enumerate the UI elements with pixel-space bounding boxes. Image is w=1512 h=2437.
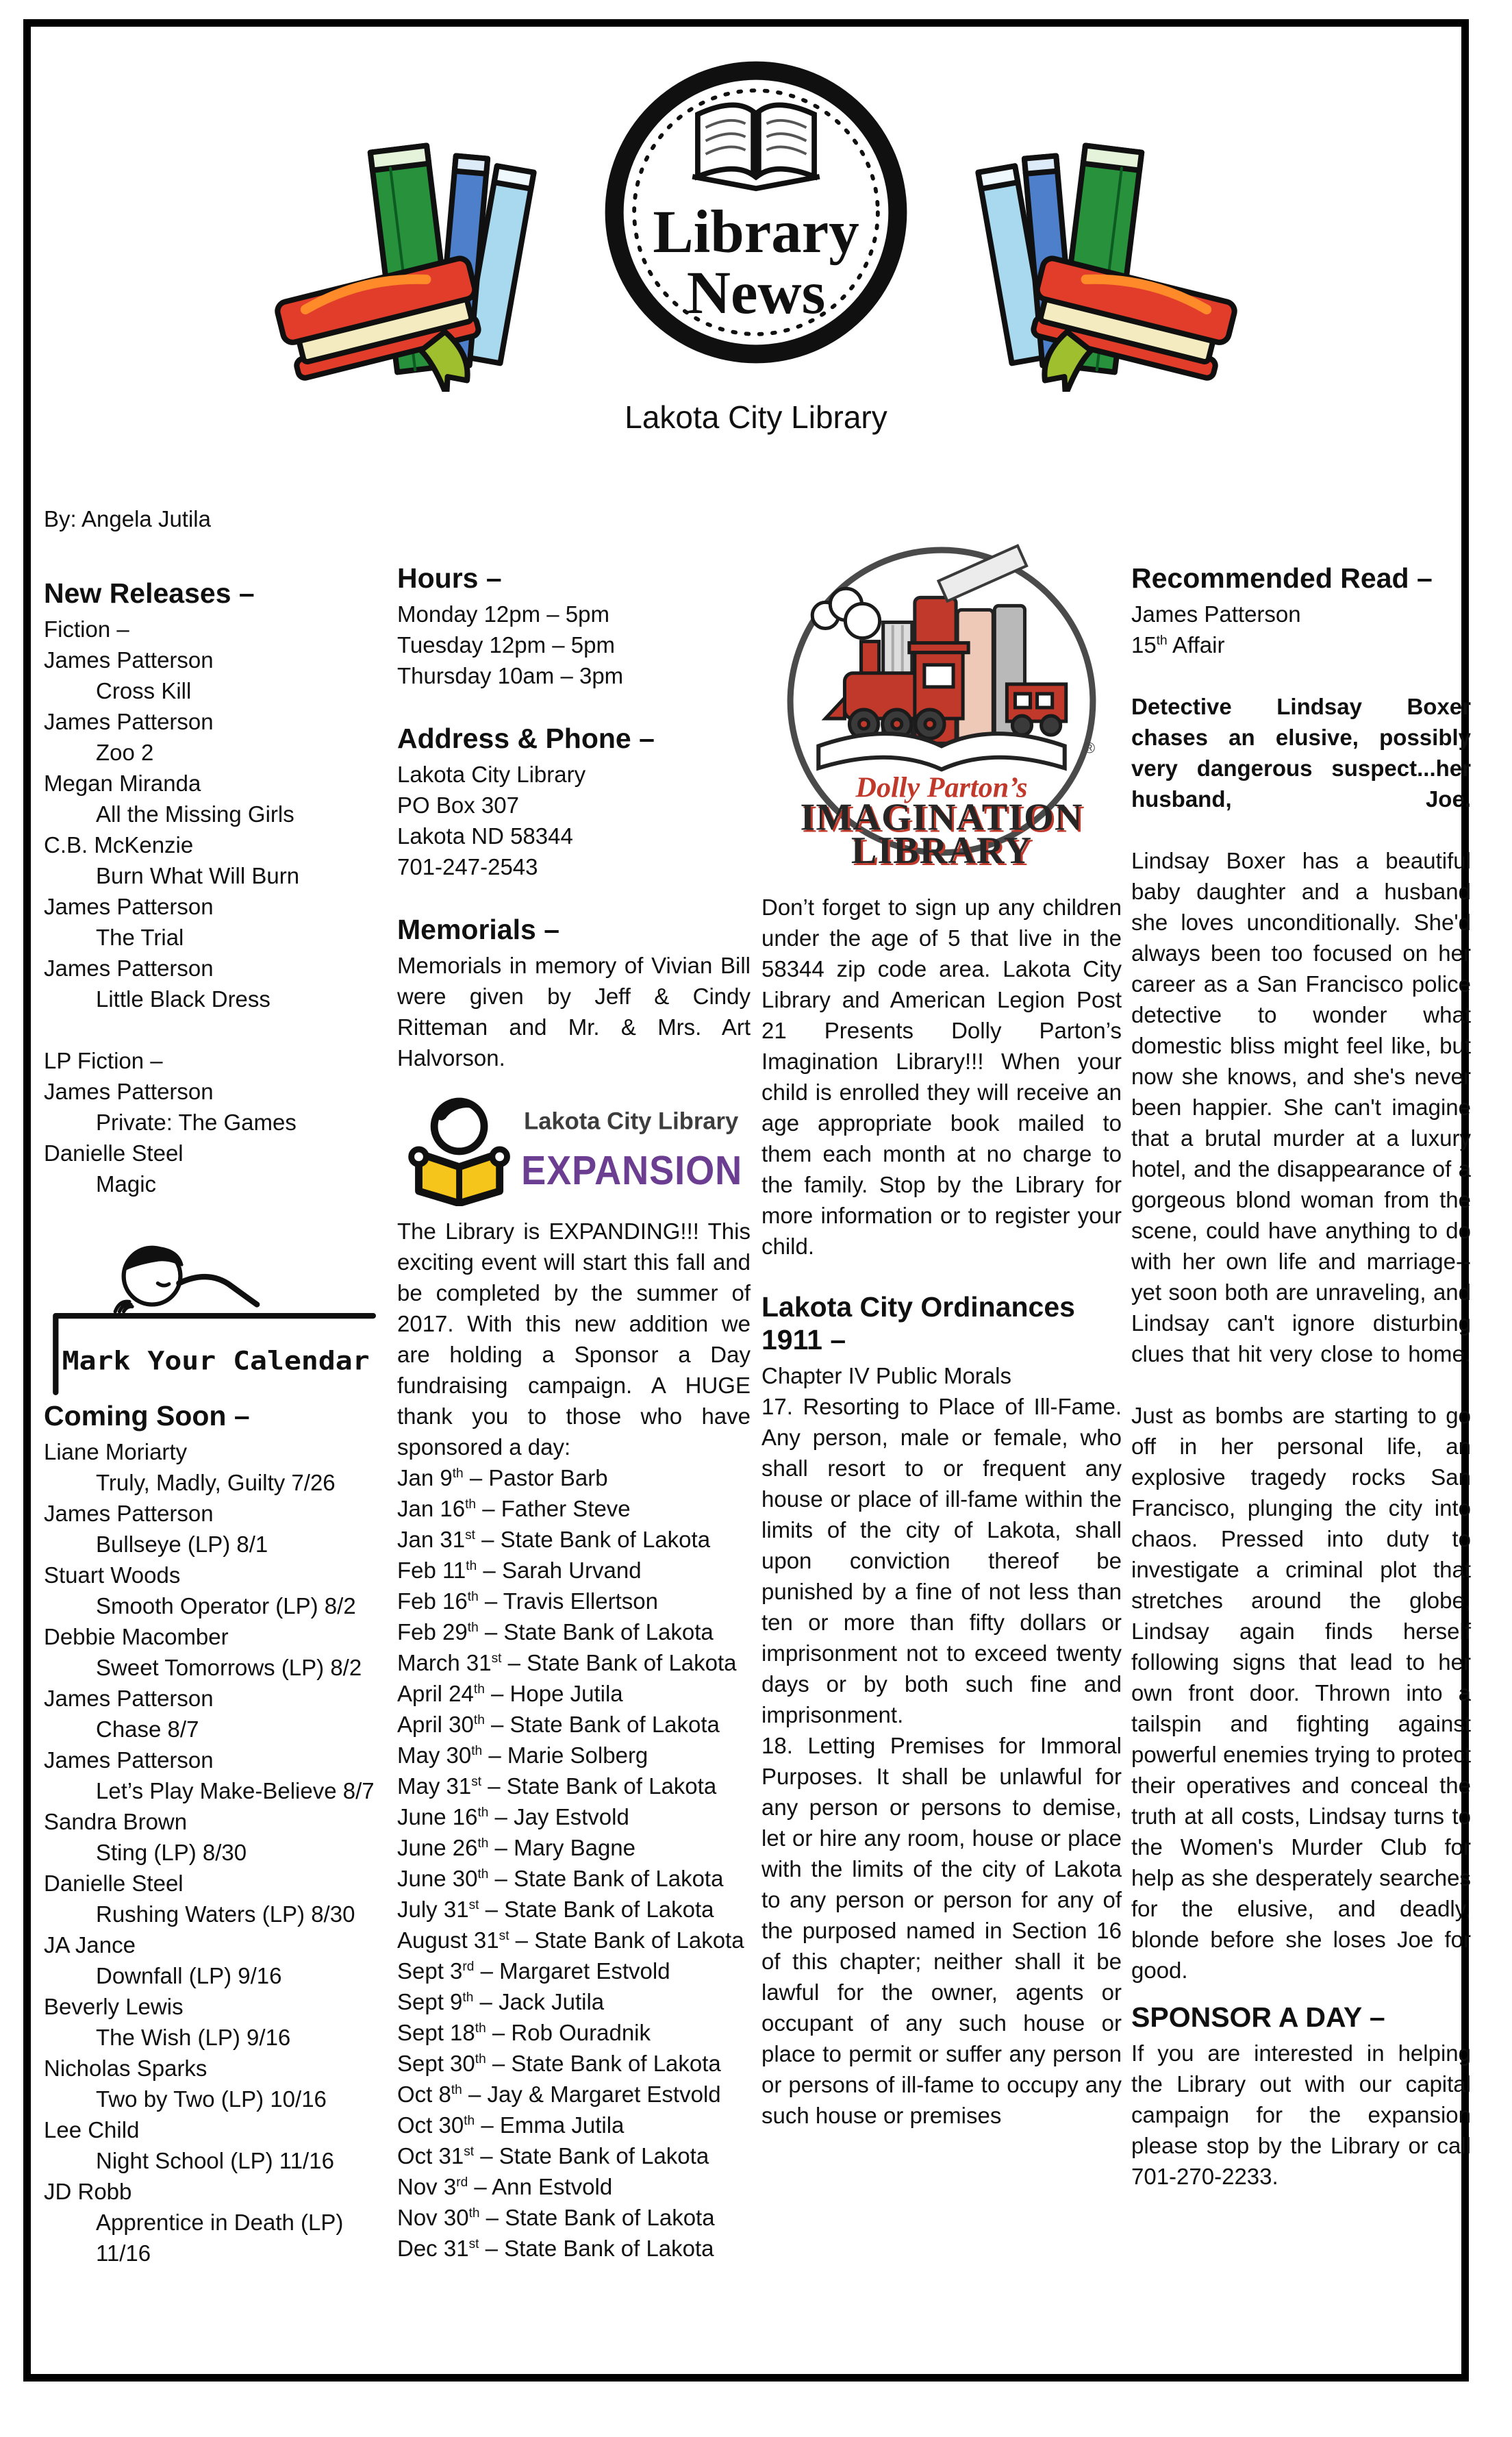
sponsor-day-date: Oct 30 xyxy=(397,2112,464,2138)
sponsor-days-list xyxy=(397,1462,751,2264)
sponsor-day-date: May 30 xyxy=(397,1742,472,1768)
sponsor-day-ordinal: st xyxy=(465,1528,475,1542)
book-title: Rushing Waters (LP) 8/30 xyxy=(96,1901,355,1927)
expansion-logo-expansion-text: EXPANSION xyxy=(521,1148,743,1194)
title-rest: Affair xyxy=(1167,632,1225,658)
sponsor-day-name: – State Bank of Lakota xyxy=(479,1897,714,1922)
book-author: C.B. McKenzie xyxy=(44,832,194,858)
expansion-logo-library-text: Lakota City Library xyxy=(524,1107,739,1135)
ordinance-17: 17. Resorting to Place of Ill-Fame. Any person, male or female, who shall resort to or frequent any house or place of ill-fame within the limits of the city of Lakota, shall upon conviction thereof be punished by a fine of not less than ten or more than fifty dollars or imprisonment not to exceed twenty days or by both such fine and imprisonment. xyxy=(761,1394,1122,1727)
sponsor-day-line xyxy=(397,1771,751,1801)
book-title: Truly, Madly, Guilty 7/26 xyxy=(96,1470,336,1495)
column-library-info xyxy=(397,562,751,2264)
sponsor-day-line xyxy=(397,1709,751,1740)
sponsor-day-ordinal: th xyxy=(451,2083,462,2097)
library-text: LIBRARY xyxy=(850,829,1033,872)
book-title: The Wish (LP) 9/16 xyxy=(96,2025,291,2050)
sponsor-day-name: – State Bank of Lakota xyxy=(481,1773,717,1799)
category-label: Fiction – xyxy=(44,616,129,642)
address-heading: Address & Phone – xyxy=(397,723,655,754)
book-title: Sting (LP) 8/30 xyxy=(96,1840,247,1865)
sponsor-day-ordinal: rd xyxy=(456,2175,468,2190)
book-author: Megan Miranda xyxy=(44,771,201,796)
title-number: 15 xyxy=(1131,632,1157,658)
sponsor-day-line xyxy=(397,1986,751,2017)
sponsor-day-name: – Hope Jutila xyxy=(484,1681,623,1706)
hours-list xyxy=(397,599,751,691)
book-author: James Patterson xyxy=(44,647,214,673)
sponsor-day-date: Jan 9 xyxy=(397,1465,453,1490)
sponsor-day-date: June 30 xyxy=(397,1866,478,1891)
sponsor-day-date: July 31 xyxy=(397,1897,469,1922)
imagination-body: Don’t forget to sign up any children under the age of 5 that live in the 58344 zip code area. Lakota City Library and American Legion Post 21 Presents Dolly Parton’s Imagination Library!!! When your child is enrolled they will receive an age appropriate book mailed to them each month at no charge to the family. Stop by the Library for more information or to register your child. xyxy=(761,895,1122,1259)
ordinance-18: 18. Letting Premises for Immoral Purposes. It shall be unlawful for any person or persons to demise, let or hire any room, house or place with the limits of the city of Lakota to any person or person for any of the purposed named in Section 16 of this chapter; neither shall it be lawful for the owner, agents or occupant of any such house or place to permit or suffer any person or persons of ill-fame to occupy any such house or premises xyxy=(761,1733,1122,2128)
sponsor-day-name: – Mary Bagne xyxy=(488,1835,636,1860)
sponsor-day-name: – State Bank of Lakota xyxy=(478,1619,714,1645)
sponsor-day-ordinal: st xyxy=(468,1898,479,1912)
sponsor-day-name: – State Bank of Lakota xyxy=(484,1712,720,1737)
recommended-paragraph-1: Lindsay Boxer has a beautiful baby daughter and a husband she loves unconditionally. She'd always been too focused on her career as a San Francisco police detective to wonder what domestic bliss might feel like, but now she knows, and she's never been happier. She can't imagine that a brutal murder at a luxury hotel, and the disappearance of a gorgeous blond woman from the scene, could have anything to do with her own life and marriage--yet soon both are unraveling, and Lindsay can't ignore disturbing clues that hit very close to home. xyxy=(1131,848,1471,1366)
sponsor-day-ordinal: th xyxy=(452,1466,464,1481)
book-title: Burn What Will Burn xyxy=(96,863,300,888)
badge-text-library: Library xyxy=(653,199,859,266)
column-recommended-read xyxy=(1131,562,1471,2192)
sponsor-day-name: – State Bank of Lakota xyxy=(475,1527,711,1552)
sponsor-day-name: – State Bank of Lakota xyxy=(488,1866,724,1891)
book-author: Beverly Lewis xyxy=(44,1994,184,2019)
book-author: James Patterson xyxy=(44,1747,214,1773)
sponsor-day-name: – Emma Jutila xyxy=(475,2112,625,2138)
sponsor-day-line xyxy=(397,1894,751,1925)
badge-text-news: News xyxy=(686,259,826,327)
memorials-heading: Memorials – xyxy=(397,914,559,945)
sponsor-day-line xyxy=(397,1462,751,1493)
book-author: Liane Moriarty xyxy=(44,1439,188,1464)
sponsor-day-name: – Ann Estvold xyxy=(468,2174,613,2199)
sponsor-day-ordinal: th xyxy=(462,1990,474,2005)
sponsor-day-date: Dec 31 xyxy=(397,2236,469,2261)
category-label: LP Fiction – xyxy=(44,1048,163,1073)
sponsor-day-name: – State Bank of Lakota xyxy=(501,1650,737,1675)
book-title: The Trial xyxy=(96,925,184,950)
book-title: Night School (LP) 11/16 xyxy=(96,2148,334,2173)
memorials-body: Memorials in memory of Vivian Bill were given by Jeff & Cindy Ritteman and Mr. & Mrs. Art Halvorson. xyxy=(397,953,751,1071)
address-line: PO Box 307 xyxy=(397,792,519,818)
sponsor-a-day-body: If you are interested in helping the Library out with our capital campaign for the expansion please stop by the Library or call 701-270-2233. xyxy=(1131,2040,1471,2189)
sponsor-day-ordinal: th xyxy=(465,1497,477,1512)
address-line: 701-247-2543 xyxy=(397,854,538,879)
hours-line: Monday 12pm – 5pm xyxy=(397,601,610,627)
sponsor-day-ordinal: th xyxy=(467,1621,479,1635)
ordinances-heading: Lakota City Ordinances 1911 – xyxy=(761,1291,1075,1355)
sponsor-day-ordinal: th xyxy=(468,2206,480,2221)
recommended-paragraph-2: Just as bombs are starting to go off in her personal life, an explosive tragedy rocks San Francisco, plunging the city into chaos. Pressed into duty to investigate a criminal plot that stretches around the globe, Lindsay again finds herself following signs that lead to her own front door. Thrown into a tailspin and fighting against powerful enemies trying to protect their operatives and conceal the truth at all costs, Lindsay turns to the Women's Murder Club for help as she desperately searches for the elusive, and deadly, blonde before she loses Joe for good. xyxy=(1131,1403,1471,1983)
sponsor-day-date: June 16 xyxy=(397,1804,478,1829)
sponsor-day-line xyxy=(397,1955,751,1986)
reader-icon xyxy=(412,1101,507,1203)
sponsor-day-line xyxy=(397,2110,751,2140)
new-releases-list xyxy=(44,614,386,1199)
hours-heading: Hours – xyxy=(397,562,502,594)
new-releases-heading: New Releases – xyxy=(44,577,255,609)
sponsor-day-line xyxy=(397,1616,751,1647)
dolly-partons-text: Dolly Parton’s xyxy=(855,771,1028,804)
sponsor-day-date: August 31 xyxy=(397,1927,499,1953)
sponsor-day-name: – Jay & Margaret Estvold xyxy=(462,2082,721,2107)
ordinances-subheading: Chapter IV Public Morals xyxy=(761,1363,1011,1388)
recommended-read-heading: Recommended Read – xyxy=(1131,562,1433,594)
sponsor-day-ordinal: st xyxy=(468,2237,479,2251)
book-title: Downfall (LP) 9/16 xyxy=(96,1963,282,1988)
sponsor-day-name: – Jack Jutila xyxy=(473,1989,605,2014)
sponsor-day-line xyxy=(397,2017,751,2048)
column-imagination-ordinances xyxy=(761,538,1122,2131)
sponsor-day-name: – Margaret Estvold xyxy=(474,1958,670,1984)
sponsor-day-ordinal: st xyxy=(491,1651,502,1666)
book-author: Nicholas Sparks xyxy=(44,2055,207,2081)
sponsor-day-line xyxy=(397,1555,751,1586)
imagination-text: IMAGINATION xyxy=(800,796,1083,839)
sponsor-day-ordinal: th xyxy=(477,1836,489,1851)
book-title: Bullseye (LP) 8/1 xyxy=(96,1532,268,1557)
recommended-title xyxy=(1131,629,1471,660)
sponsor-day-line xyxy=(397,2079,751,2110)
sponsor-day-date: Sept 18 xyxy=(397,2020,475,2045)
sponsor-day-line xyxy=(397,1493,751,1524)
book-title: All the Missing Girls xyxy=(96,801,294,827)
sponsor-day-ordinal: th xyxy=(464,2114,475,2128)
sponsor-day-name: – Pastor Barb xyxy=(463,1465,608,1490)
address-list xyxy=(397,759,751,882)
sponsor-day-line xyxy=(397,1863,751,1894)
book-author: Debbie Macomber xyxy=(44,1624,229,1649)
sponsor-day-line xyxy=(397,1801,751,1832)
book-author: JD Robb xyxy=(44,2179,132,2204)
book-author: James Patterson xyxy=(44,709,214,734)
sponsor-day-date: Nov 3 xyxy=(397,2174,457,2199)
sponsor-day-ordinal: th xyxy=(477,1805,489,1820)
sponsor-day-line xyxy=(397,1832,751,1863)
books-clipart-right xyxy=(941,115,1239,392)
sponsor-day-ordinal: th xyxy=(466,1559,477,1573)
sponsor-day-line xyxy=(397,2202,751,2233)
sponsor-day-name: – Rob Ouradnik xyxy=(486,2020,651,2045)
book-author: Lee Child xyxy=(44,2117,140,2142)
sponsor-day-date: Feb 11 xyxy=(397,1558,466,1583)
imagination-library-logo xyxy=(780,538,1103,875)
sponsor-day-name: – Father Steve xyxy=(476,1496,631,1521)
sponsor-day-date: June 26 xyxy=(397,1835,478,1860)
book-author: James Patterson xyxy=(44,955,214,981)
kid-arm xyxy=(179,1277,257,1304)
sponsor-day-ordinal: th xyxy=(473,1713,485,1727)
calendar-caption: Mark Your Calendar xyxy=(62,1345,370,1376)
sponsor-day-name: – Travis Ellertson xyxy=(478,1588,658,1614)
book-author: Danielle Steel xyxy=(44,1140,184,1166)
sponsor-day-date: Oct 8 xyxy=(397,2082,451,2107)
section-spacer xyxy=(44,1014,386,1045)
book-title: Let’s Play Make-Believe 8/7 xyxy=(96,1778,375,1803)
sponsor-day-date: April 24 xyxy=(397,1681,474,1706)
hours-line: Tuesday 12pm – 5pm xyxy=(397,632,615,658)
sponsor-day-line xyxy=(397,2140,751,2171)
sponsor-day-ordinal: rd xyxy=(462,1960,475,1974)
sponsor-day-name: – State Bank of Lakota xyxy=(479,2205,715,2230)
sponsor-day-name: – Marie Solberg xyxy=(482,1742,648,1768)
sponsor-day-name: – State Bank of Lakota xyxy=(479,2236,714,2261)
sponsor-day-line xyxy=(397,1740,751,1771)
sponsor-day-date: March 31 xyxy=(397,1650,492,1675)
sponsor-day-line xyxy=(397,2233,751,2264)
book-title: Zoo 2 xyxy=(96,740,154,765)
expansion-logo xyxy=(397,1091,748,1206)
book-title: Private: The Games xyxy=(96,1110,297,1135)
sponsor-day-ordinal: th xyxy=(475,2021,486,2036)
sponsor-day-date: Feb 29 xyxy=(397,1619,468,1645)
mark-your-calendar-clipart xyxy=(41,1232,383,1395)
sponsor-day-ordinal: st xyxy=(464,2145,475,2159)
coming-soon-list xyxy=(44,1436,386,2269)
hours-line: Thursday 10am – 3pm xyxy=(397,663,624,688)
sponsor-day-line xyxy=(397,1678,751,1709)
book-title: Smooth Operator (LP) 8/2 xyxy=(96,1593,356,1619)
sponsor-day-ordinal: th xyxy=(475,2052,486,2066)
sponsor-day-ordinal: th xyxy=(467,1590,479,1604)
sponsor-day-date: Oct 31 xyxy=(397,2143,464,2169)
sponsor-day-ordinal: st xyxy=(471,1775,482,1789)
sponsor-day-date: Sept 30 xyxy=(397,2051,475,2076)
book-title: Magic xyxy=(96,1171,157,1197)
book-title: Sweet Tomorrows (LP) 8/2 xyxy=(96,1655,362,1680)
sponsor-day-line xyxy=(397,2048,751,2079)
book-author: James Patterson xyxy=(44,1686,214,1711)
sponsor-day-date: Jan 31 xyxy=(397,1527,466,1552)
sponsor-day-name: – State Bank of Lakota xyxy=(474,2143,709,2169)
recommended-author: James Patterson xyxy=(1131,601,1301,627)
coming-soon-heading: Coming Soon – xyxy=(44,1400,250,1432)
sponsor-day-date: Feb 16 xyxy=(397,1588,468,1614)
sponsor-day-line xyxy=(397,1647,751,1678)
sponsor-day-date: May 31 xyxy=(397,1773,472,1799)
book-title: Little Black Dress xyxy=(96,986,270,1012)
sponsor-day-line xyxy=(397,2171,751,2202)
address-line: Lakota City Library xyxy=(397,762,586,787)
sponsor-day-line xyxy=(397,1524,751,1555)
sponsor-day-ordinal: st xyxy=(499,1929,509,1943)
sponsor-day-ordinal: th xyxy=(473,1682,485,1697)
sponsor-day-ordinal: th xyxy=(477,1867,489,1882)
byline: By: Angela Jutila xyxy=(44,506,211,532)
kid-fingers xyxy=(115,1301,132,1312)
sponsor-day-line xyxy=(397,1925,751,1955)
sponsor-day-date: April 30 xyxy=(397,1712,474,1737)
sponsor-a-day-heading: SPONSOR A DAY – xyxy=(1131,2001,1385,2033)
registered-mark: ® xyxy=(1083,739,1096,757)
books-clipart-left xyxy=(273,115,571,392)
sponsor-day-name: – Sarah Urvand xyxy=(477,1558,642,1583)
sponsor-day-date: Sept 3 xyxy=(397,1958,463,1984)
expansion-body: The Library is EXPANDING!!! This exciting event will start this fall and be completed by the summer of 2017. With this new addition we are holding a Sponsor a Day fundraising campaign. A HUGE thank you to those who have sponsored a day: xyxy=(397,1218,751,1460)
address-line: Lakota ND 58344 xyxy=(397,823,573,849)
library-news-badge xyxy=(597,53,915,371)
sponsor-day-date: Sept 9 xyxy=(397,1989,463,2014)
column-new-releases xyxy=(44,503,386,2269)
book-title: Two by Two (LP) 10/16 xyxy=(96,2086,327,2112)
page-title: Lakota City Library xyxy=(625,399,887,435)
sponsor-day-name: – State Bank of Lakota xyxy=(486,2051,721,2076)
book-title: Chase 8/7 xyxy=(96,1716,199,1742)
book-author: Danielle Steel xyxy=(44,1871,184,1896)
book-title: Apprentice in Death (LP) 11/16 xyxy=(96,2210,344,2266)
sponsor-day-date: Nov 30 xyxy=(397,2205,469,2230)
book-author: James Patterson xyxy=(44,1501,214,1526)
book-author: James Patterson xyxy=(44,894,214,919)
book-author: James Patterson xyxy=(44,1079,214,1104)
sponsor-day-ordinal: th xyxy=(471,1744,483,1758)
book-title: Cross Kill xyxy=(96,678,192,703)
sponsor-day-line xyxy=(397,1586,751,1616)
sponsor-day-name: – Jay Estvold xyxy=(488,1804,629,1829)
title-ordinal: th xyxy=(1156,634,1168,648)
book-stack-lying xyxy=(275,256,498,392)
book-author: Stuart Woods xyxy=(44,1562,181,1588)
sponsor-day-name: – State Bank of Lakota xyxy=(509,1927,744,1953)
book-author: JA Jance xyxy=(44,1932,136,1958)
recommended-teaser: Detective Lindsay Boxer chases an elusive, possibly very dangerous suspect...her husband, Joe. xyxy=(1131,694,1471,812)
book-author: Sandra Brown xyxy=(44,1809,188,1834)
sponsor-day-date: Jan 16 xyxy=(397,1496,466,1521)
